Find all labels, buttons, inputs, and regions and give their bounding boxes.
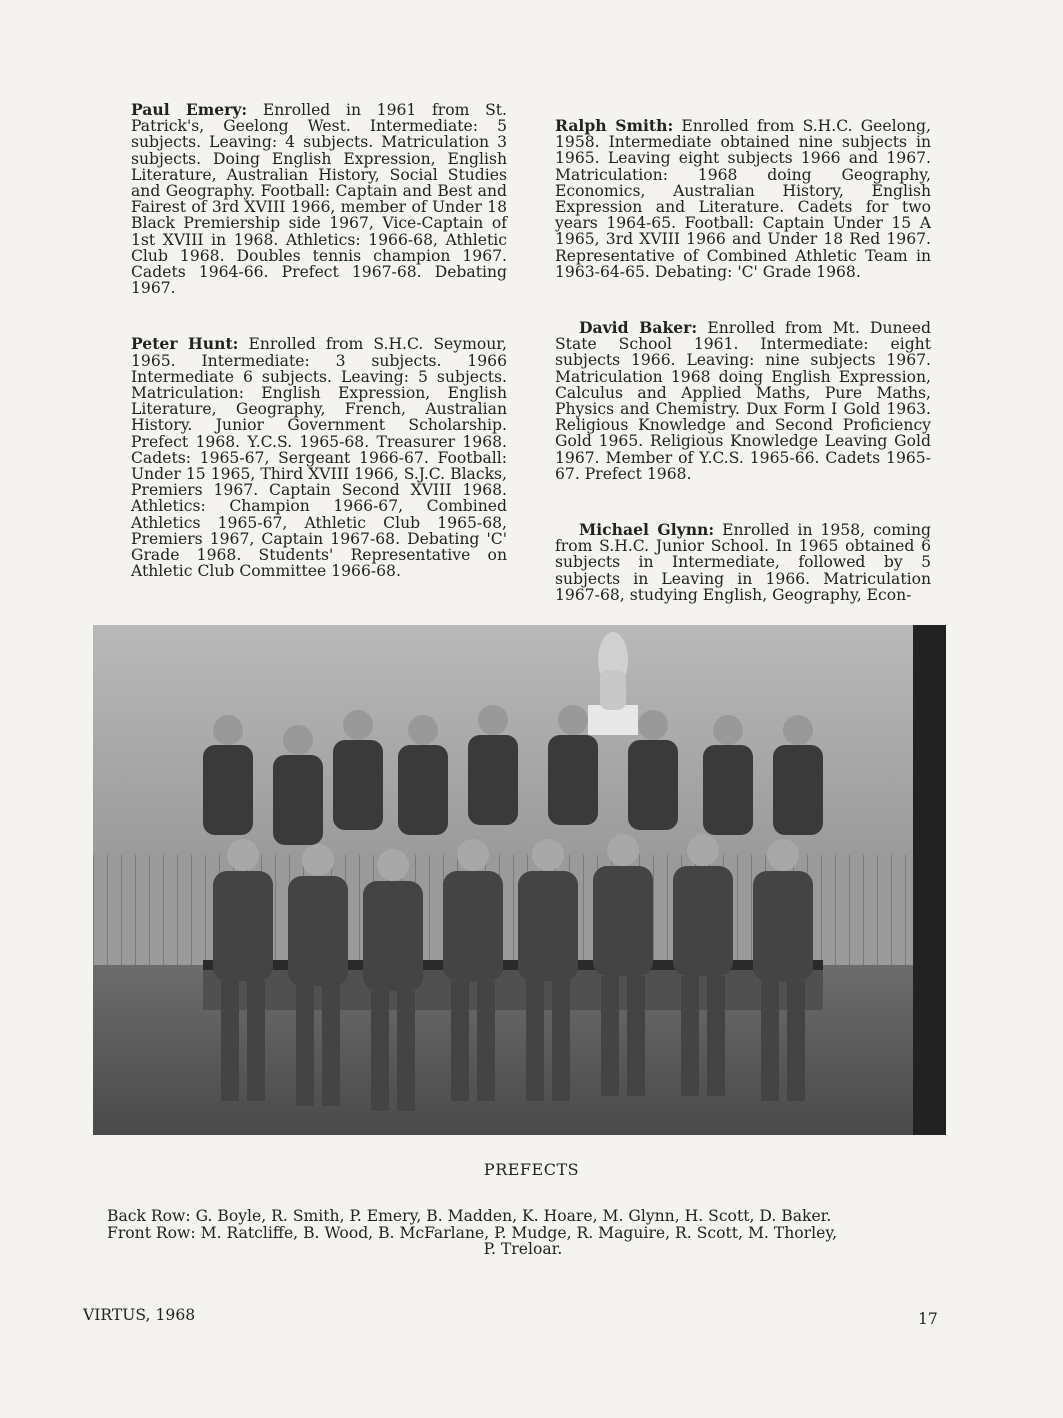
left-text-column xyxy=(131,102,507,579)
bio-text: Enrolled from S.H.C. Seymour, 1965. Intermediate: 3 subjects. 1966 Intermediate 6 subjects. Leaving: 5 subjects. Matriculation: English Expression, English Literature, Geography, French, Australian History. Junior Government Scholarship. Prefect 1968. Y.C.S. 1965-68. Treasurer 1968. Cadets: 1965-67, Sergeant 1966-67. Football: Under 15 1965, Third XVIII 1966, S.J.C. Blacks, Premiers 1967. Captain Second XVIII 1968. Athletics: Champion 1966-67, Combined Athletics 1965-67, Athletic Club 1965-68, Premiers 1967, Captain 1967-68. Debating 'C' Grade 1968. Students' Representative on Athletic Club Committee 1966-68. xyxy=(131,335,507,581)
bio-name: Peter Hunt: xyxy=(131,334,239,354)
bio-name: David Baker: xyxy=(579,318,698,338)
bio-paragraph xyxy=(131,336,507,579)
right-text-column xyxy=(555,118,931,603)
caption-title: PREFECTS xyxy=(483,1160,580,1179)
caption-rows xyxy=(107,1208,939,1258)
bio-text: Enrolled in 1961 from St. Patrick's, Geelong West. Intermediate: 5 subjects. Leaving: 4 subjects. Matriculation 3 subjects. Doing English Expression, English Literature, Australian History, Social Studies and Geography. Football: Captain and Best and Fairest of 3rd XVIII 1966, member of Under 18 Black Premiership side 1967, Vice-Captain of 1st XVIII in 1968. Athletics: 1966-68, Athletic Club 1968. Doubles tennis champion 1967. Cadets 1964-66. Prefect 1967-68. Debating 1967. xyxy=(131,101,507,298)
caption-front-row: Front Row: M. Ratcliffe, B. Wood, B. McFarlane, P. Mudge, R. Maguire, R. Scott, M. Thorley, xyxy=(107,1223,838,1242)
caption-front-row-cont: P. Treloar. xyxy=(483,1240,563,1258)
publication-footer: VIRTUS, 1968 xyxy=(83,1306,196,1324)
bio-text: Enrolled from Mt. Duneed State School 1961. Intermediate: eight subjects 1966. Leaving: nine subjects 1967. Matriculation 1968 doing English Expression, Calculus and Applied Maths, Pure Maths, Physics and Chemistry. Dux Form I Gold 1963. Religious Knowledge and Second Proficiency Gold 1965. Religious Knowledge Leaving Gold 1967. Member of Y.C.S. 1965-66. Cadets 1965-67. Prefect 1968. xyxy=(555,319,931,483)
bio-paragraph xyxy=(555,522,931,603)
page-number: 17 xyxy=(918,1310,938,1328)
group-photo xyxy=(93,625,946,1135)
bio-text: Enrolled in 1958, coming from S.H.C. Junior School. In 1965 obtained 6 subjects in Intermediate, followed by 5 subjects in Leaving in 1966. Matriculation 1967-68, studying English, Geography, Econ- xyxy=(555,521,931,604)
bio-paragraph xyxy=(555,320,931,482)
bio-paragraph xyxy=(555,118,931,280)
bio-paragraph xyxy=(131,102,507,296)
group-photo-illustration xyxy=(93,625,946,1135)
caption-back-row: Back Row: G. Boyle, R. Smith, P. Emery, B. Madden, K. Hoare, M. Glynn, H. Scott, D. Baker. xyxy=(107,1207,832,1225)
bio-text: Enrolled from S.H.C. Geelong, 1958. Intermediate obtained nine subjects in 1965. Leaving eight subjects 1966 and 1967. Matriculation: 1968 doing Geography, Economics, Australian History, English Expression and Literature. Cadets for two years 1964-65. Football: Captain Under 15 A 1965, 3rd XVIII 1966 and Under 18 Red 1967. Representative of Combined Athletic Team in 1963-64-65. Debating: 'C' Grade 1968. xyxy=(555,117,931,281)
bio-name: Michael Glynn: xyxy=(579,520,715,540)
bio-name: Ralph Smith: xyxy=(555,116,674,135)
bio-name: Paul Emery: xyxy=(131,100,248,119)
